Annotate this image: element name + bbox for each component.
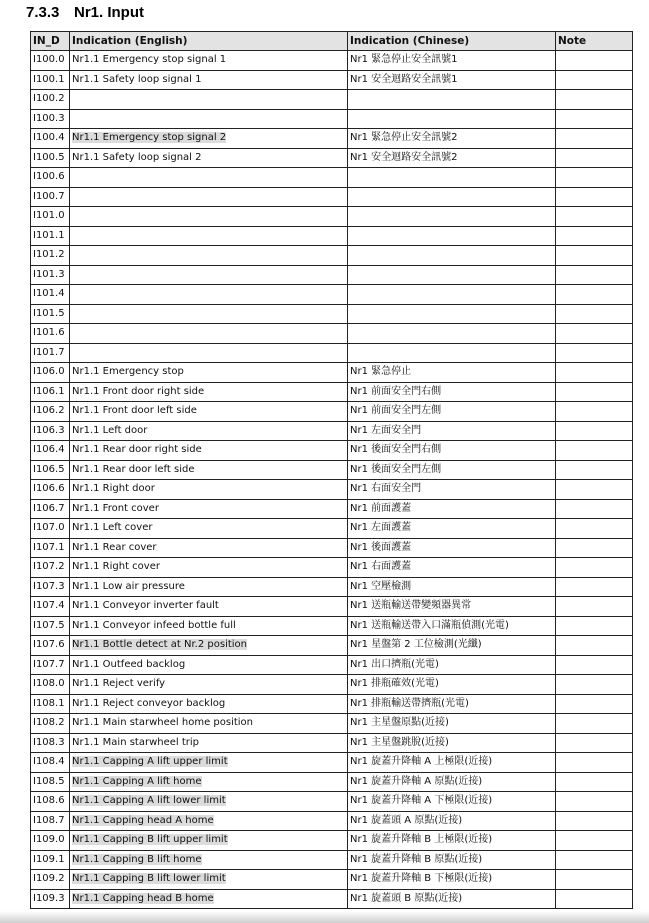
- cell-indication-english: Nr1.1 Outfeed backlog: [70, 655, 348, 675]
- cell-in-d: I109.0: [31, 831, 70, 851]
- cell-indication-english: [70, 265, 348, 285]
- cell-indication-chinese: Nr1 旋蓋升降軸 B 原點(近接): [348, 850, 556, 870]
- cell-indication-chinese: Nr1 排瓶確效(光電): [348, 675, 556, 695]
- cell-indication-chinese: [348, 324, 556, 344]
- table-row: [31, 714, 633, 734]
- table-row: [31, 441, 633, 461]
- table-row: [31, 70, 633, 90]
- table-row: [31, 694, 633, 714]
- cell-in-d: I101.1: [31, 226, 70, 246]
- cell-in-d: I101.6: [31, 324, 70, 344]
- cell-indication-chinese: Nr1 前面安全門右側: [348, 382, 556, 402]
- cell-note: [556, 246, 633, 266]
- cell-in-d: I107.2: [31, 558, 70, 578]
- table-header-row: [31, 32, 633, 51]
- cell-indication-chinese: [348, 207, 556, 227]
- cell-indication-chinese: Nr1 主星盤原點(近接): [348, 714, 556, 734]
- cell-indication-english: Nr1.1 Left cover: [70, 519, 348, 539]
- cell-indication-english: [70, 129, 348, 149]
- cell-in-d: I106.6: [31, 480, 70, 500]
- cell-note: [556, 51, 633, 71]
- cell-indication-english: [70, 831, 348, 851]
- cell-indication-english: Nr1.1 Rear door right side: [70, 441, 348, 461]
- highlighted-text: Nr1.1 Capping A lift upper limit: [72, 756, 228, 768]
- cell-indication-english: Nr1.1 Reject verify: [70, 675, 348, 695]
- cell-note: [556, 129, 633, 149]
- cell-in-d: I101.3: [31, 265, 70, 285]
- cell-indication-chinese: [348, 246, 556, 266]
- cell-note: [556, 577, 633, 597]
- table-row: [31, 51, 633, 71]
- section-heading: [26, 4, 144, 21]
- table-row: [31, 733, 633, 753]
- input-table: [30, 31, 633, 909]
- cell-indication-chinese: Nr1 前面安全門左側: [348, 402, 556, 422]
- cell-in-d: I107.3: [31, 577, 70, 597]
- cell-indication-chinese: Nr1 後面安全門左側: [348, 460, 556, 480]
- table-row: [31, 129, 633, 149]
- cell-indication-english: [70, 753, 348, 773]
- cell-indication-english: [70, 889, 348, 909]
- cell-indication-english: Nr1.1 Low air pressure: [70, 577, 348, 597]
- cell-indication-chinese: Nr1 旋蓋頭 B 原點(近接): [348, 889, 556, 909]
- cell-in-d: I107.1: [31, 538, 70, 558]
- cell-in-d: I108.4: [31, 753, 70, 773]
- column-header-note: Note: [556, 32, 633, 51]
- cell-note: [556, 343, 633, 363]
- cell-in-d: I100.3: [31, 109, 70, 129]
- cell-indication-english: [70, 285, 348, 305]
- table-row: [31, 109, 633, 129]
- cell-indication-english: Nr1.1 Front cover: [70, 499, 348, 519]
- cell-indication-english: [70, 246, 348, 266]
- cell-indication-chinese: Nr1 送瓶輸送帶入口滿瓶偵測(光電): [348, 616, 556, 636]
- cell-indication-chinese: [348, 343, 556, 363]
- table-row: [31, 304, 633, 324]
- table-row: [31, 187, 633, 207]
- table-row: [31, 460, 633, 480]
- table-row: [31, 792, 633, 812]
- cell-note: [556, 850, 633, 870]
- cell-note: [556, 90, 633, 110]
- cell-note: [556, 187, 633, 207]
- column-header-indication-english: Indication (English): [70, 32, 348, 51]
- cell-in-d: I100.4: [31, 129, 70, 149]
- cell-in-d: I100.7: [31, 187, 70, 207]
- cell-indication-english: [70, 870, 348, 890]
- cell-note: [556, 70, 633, 90]
- cell-in-d: I106.5: [31, 460, 70, 480]
- highlighted-text: Nr1.1 Capping B lift lower limit: [72, 873, 226, 885]
- cell-indication-chinese: [348, 187, 556, 207]
- cell-indication-english: [70, 226, 348, 246]
- cell-note: [556, 772, 633, 792]
- cell-in-d: I109.3: [31, 889, 70, 909]
- table-row: [31, 421, 633, 441]
- cell-note: [556, 655, 633, 675]
- cell-in-d: I106.4: [31, 441, 70, 461]
- cell-indication-chinese: Nr1 緊急停止安全訊號2: [348, 129, 556, 149]
- cell-in-d: I100.0: [31, 51, 70, 71]
- cell-indication-chinese: [348, 168, 556, 188]
- cell-indication-chinese: Nr1 旋蓋升降軸 B 上極限(近接): [348, 831, 556, 851]
- cell-indication-chinese: Nr1 送瓶輸送帶變頻器異常: [348, 597, 556, 617]
- cell-indication-chinese: Nr1 旋蓋升降軸 B 下極限(近接): [348, 870, 556, 890]
- cell-indication-english: [70, 636, 348, 656]
- cell-indication-english: [70, 90, 348, 110]
- cell-indication-english: [70, 109, 348, 129]
- table-row: [31, 850, 633, 870]
- highlighted-text: Nr1.1 Capping B lift upper limit: [72, 834, 228, 846]
- cell-indication-english: Nr1.1 Reject conveyor backlog: [70, 694, 348, 714]
- table-row: [31, 675, 633, 695]
- cell-note: [556, 636, 633, 656]
- cell-indication-english: [70, 168, 348, 188]
- cell-note: [556, 460, 633, 480]
- section-number: 7.3.3: [26, 4, 60, 21]
- cell-note: [556, 616, 633, 636]
- cell-indication-english: Nr1.1 Safety loop signal 2: [70, 148, 348, 168]
- cell-note: [556, 733, 633, 753]
- table-row: [31, 889, 633, 909]
- cell-note: [556, 363, 633, 383]
- table-row: [31, 363, 633, 383]
- cell-note: [556, 811, 633, 831]
- cell-indication-english: Nr1.1 Rear cover: [70, 538, 348, 558]
- cell-note: [556, 207, 633, 227]
- cell-note: [556, 831, 633, 851]
- highlighted-text: Nr1.1 Capping A lift lower limit: [72, 795, 226, 807]
- cell-note: [556, 597, 633, 617]
- column-header-indication-chinese: Indication (Chinese): [348, 32, 556, 51]
- table-row: [31, 616, 633, 636]
- cell-indication-english: Nr1.1 Emergency stop: [70, 363, 348, 383]
- cell-in-d: I108.0: [31, 675, 70, 695]
- cell-indication-chinese: Nr1 緊急停止安全訊號1: [348, 51, 556, 71]
- cell-indication-english: [70, 324, 348, 344]
- cell-indication-chinese: [348, 285, 556, 305]
- table-row: [31, 870, 633, 890]
- cell-indication-chinese: Nr1 星盤第 2 工位檢測(光纖): [348, 636, 556, 656]
- cell-indication-chinese: [348, 265, 556, 285]
- cell-indication-english: [70, 304, 348, 324]
- cell-indication-english: Nr1.1 Rear door left side: [70, 460, 348, 480]
- cell-in-d: I109.1: [31, 850, 70, 870]
- cell-indication-english: [70, 207, 348, 227]
- highlighted-text: Nr1.1 Capping head B home: [72, 892, 214, 904]
- highlighted-text: Nr1.1 Capping B lift home: [72, 853, 202, 865]
- cell-note: [556, 519, 633, 539]
- highlighted-text: Nr1.1 Bottle detect at Nr.2 position: [72, 639, 248, 651]
- cell-indication-chinese: Nr1 後面安全門右側: [348, 441, 556, 461]
- cell-indication-english: [70, 792, 348, 812]
- cell-indication-english: Nr1.1 Front door left side: [70, 402, 348, 422]
- cell-note: [556, 148, 633, 168]
- cell-indication-chinese: Nr1 緊急停止: [348, 363, 556, 383]
- cell-indication-chinese: Nr1 出口擠瓶(光電): [348, 655, 556, 675]
- cell-in-d: I107.7: [31, 655, 70, 675]
- cell-indication-english: Nr1.1 Main starwheel trip: [70, 733, 348, 753]
- cell-in-d: I106.0: [31, 363, 70, 383]
- cell-indication-chinese: Nr1 空壓檢測: [348, 577, 556, 597]
- cell-indication-chinese: Nr1 左面安全門: [348, 421, 556, 441]
- cell-indication-english: Nr1.1 Safety loop signal 1: [70, 70, 348, 90]
- cell-indication-english: Nr1.1 Conveyor infeed bottle full: [70, 616, 348, 636]
- cell-note: [556, 480, 633, 500]
- table-row: [31, 480, 633, 500]
- cell-note: [556, 265, 633, 285]
- cell-indication-english: Nr1.1 Right door: [70, 480, 348, 500]
- table-row: [31, 90, 633, 110]
- cell-indication-chinese: Nr1 主星盤跳脫(近接): [348, 733, 556, 753]
- cell-note: [556, 558, 633, 578]
- table-row: [31, 226, 633, 246]
- table-row: [31, 597, 633, 617]
- table-row: [31, 577, 633, 597]
- cell-indication-chinese: Nr1 右面安全門: [348, 480, 556, 500]
- section-title: Nr1. Input: [74, 4, 144, 21]
- cell-note: [556, 168, 633, 188]
- cell-in-d: I106.1: [31, 382, 70, 402]
- table-row: [31, 519, 633, 539]
- cell-note: [556, 538, 633, 558]
- cell-in-d: I101.5: [31, 304, 70, 324]
- highlighted-text: Nr1.1 Emergency stop signal 2: [72, 132, 227, 144]
- cell-indication-english: Nr1.1 Conveyor inverter fault: [70, 597, 348, 617]
- cell-in-d: I108.7: [31, 811, 70, 831]
- table-row: [31, 772, 633, 792]
- cell-indication-chinese: Nr1 旋蓋升降軸 A 下極限(近接): [348, 792, 556, 812]
- cell-indication-chinese: Nr1 右面護蓋: [348, 558, 556, 578]
- cell-in-d: I108.5: [31, 772, 70, 792]
- cell-in-d: I106.2: [31, 402, 70, 422]
- cell-indication-english: [70, 343, 348, 363]
- cell-indication-chinese: Nr1 旋蓋頭 A 原點(近接): [348, 811, 556, 831]
- table-row: [31, 636, 633, 656]
- cell-note: [556, 441, 633, 461]
- cell-indication-english: Nr1.1 Main starwheel home position: [70, 714, 348, 734]
- table-row: [31, 558, 633, 578]
- cell-in-d: I108.3: [31, 733, 70, 753]
- cell-in-d: I106.7: [31, 499, 70, 519]
- table-row: [31, 811, 633, 831]
- cell-in-d: I107.5: [31, 616, 70, 636]
- cell-note: [556, 109, 633, 129]
- table-row: [31, 753, 633, 773]
- table-row: [31, 168, 633, 188]
- column-header-in-d: IN_D: [31, 32, 70, 51]
- table-row: [31, 148, 633, 168]
- table-row: [31, 285, 633, 305]
- cell-indication-english: Nr1.1 Emergency stop signal 1: [70, 51, 348, 71]
- cell-in-d: I107.6: [31, 636, 70, 656]
- cell-note: [556, 714, 633, 734]
- cell-in-d: I101.7: [31, 343, 70, 363]
- cell-in-d: I101.0: [31, 207, 70, 227]
- cell-note: [556, 285, 633, 305]
- page-bottom-edge: [0, 911, 649, 923]
- cell-note: [556, 324, 633, 344]
- cell-indication-chinese: Nr1 旋蓋升降軸 A 上極限(近接): [348, 753, 556, 773]
- table-row: [31, 402, 633, 422]
- cell-indication-english: Nr1.1 Left door: [70, 421, 348, 441]
- cell-in-d: I108.1: [31, 694, 70, 714]
- cell-indication-english: [70, 850, 348, 870]
- cell-indication-english: [70, 187, 348, 207]
- cell-note: [556, 870, 633, 890]
- table-row: [31, 246, 633, 266]
- table-row: [31, 265, 633, 285]
- cell-in-d: I108.2: [31, 714, 70, 734]
- highlighted-text: Nr1.1 Capping head A home: [72, 814, 214, 826]
- cell-indication-chinese: [348, 90, 556, 110]
- cell-note: [556, 753, 633, 773]
- table-row: [31, 538, 633, 558]
- cell-indication-english: Nr1.1 Right cover: [70, 558, 348, 578]
- table-row: [31, 207, 633, 227]
- cell-indication-english: [70, 811, 348, 831]
- table-row: [31, 324, 633, 344]
- cell-in-d: I100.6: [31, 168, 70, 188]
- cell-indication-chinese: Nr1 前面護蓋: [348, 499, 556, 519]
- cell-note: [556, 382, 633, 402]
- cell-note: [556, 499, 633, 519]
- cell-in-d: I100.1: [31, 70, 70, 90]
- cell-in-d: I101.4: [31, 285, 70, 305]
- cell-in-d: I106.3: [31, 421, 70, 441]
- cell-in-d: I101.2: [31, 246, 70, 266]
- cell-indication-chinese: Nr1 左面護蓋: [348, 519, 556, 539]
- cell-indication-chinese: [348, 304, 556, 324]
- cell-indication-english: [70, 772, 348, 792]
- table-row: [31, 499, 633, 519]
- cell-in-d: I100.2: [31, 90, 70, 110]
- cell-indication-chinese: Nr1 排瓶輸送帶擠瓶(光電): [348, 694, 556, 714]
- table-row: [31, 382, 633, 402]
- cell-in-d: I100.5: [31, 148, 70, 168]
- cell-indication-chinese: Nr1 安全迴路安全訊號1: [348, 70, 556, 90]
- highlighted-text: Nr1.1 Capping A lift home: [72, 775, 202, 787]
- cell-in-d: I108.6: [31, 792, 70, 812]
- cell-note: [556, 675, 633, 695]
- table-row: [31, 831, 633, 851]
- cell-in-d: I107.4: [31, 597, 70, 617]
- cell-indication-chinese: Nr1 安全迴路安全訊號2: [348, 148, 556, 168]
- cell-in-d: I109.2: [31, 870, 70, 890]
- cell-indication-english: Nr1.1 Front door right side: [70, 382, 348, 402]
- cell-indication-chinese: [348, 109, 556, 129]
- cell-note: [556, 889, 633, 909]
- cell-in-d: I107.0: [31, 519, 70, 539]
- cell-note: [556, 402, 633, 422]
- cell-note: [556, 304, 633, 324]
- table-row: [31, 343, 633, 363]
- cell-note: [556, 694, 633, 714]
- table-row: [31, 655, 633, 675]
- cell-indication-chinese: Nr1 後面護蓋: [348, 538, 556, 558]
- cell-indication-chinese: [348, 226, 556, 246]
- cell-indication-chinese: Nr1 旋蓋升降軸 A 原點(近接): [348, 772, 556, 792]
- cell-note: [556, 226, 633, 246]
- cell-note: [556, 421, 633, 441]
- cell-note: [556, 792, 633, 812]
